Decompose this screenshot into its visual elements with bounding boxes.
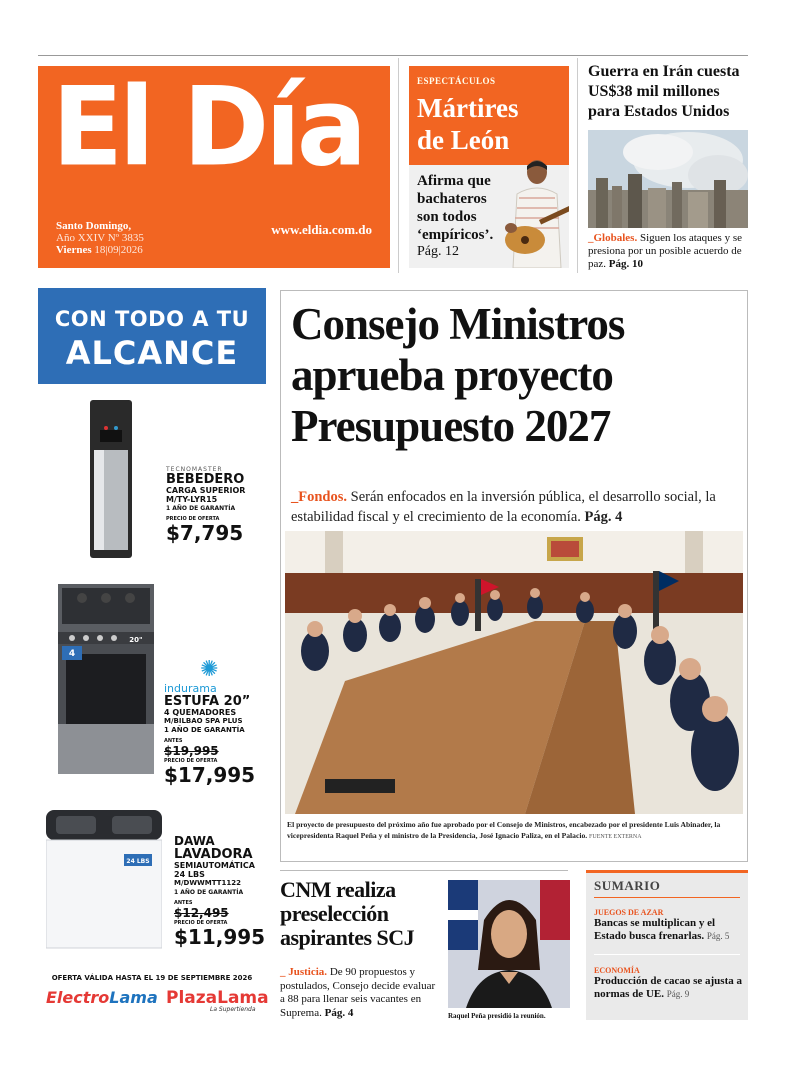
ad-banner-line2: ALCANCE (65, 334, 239, 372)
indurama-logo-icon: ✺ (200, 656, 219, 681)
website-link[interactable]: www.eldia.com.do (271, 222, 372, 237)
teaser-kicker: ESPECTÁCULOS (417, 76, 496, 86)
price: $7,795 (166, 521, 244, 545)
product-lavadora: DAWA LAVADORA SEMIAUTOMÁTICA 24 LBS M/DWWMTT1122 1 AÑO DE GARANTÍA ANTES $12,495 PRECIO DE OFERTA $11,995 (174, 834, 266, 949)
electrolama-logo[interactable]: ElectroLama (46, 988, 158, 1007)
advertisement[interactable] (38, 288, 269, 1028)
sumario-item-text: Bancas se multiplican y el Estado busca frenarlas. Pág. 5 (594, 917, 730, 942)
old-price: $12,495 (174, 906, 229, 920)
raquel-pena-photo (448, 880, 570, 1008)
cnm-kicker: _ Justicia. (280, 966, 328, 978)
lead-deck: _Fondos. Serán enfocados en la inversión pública, el desarrollo social, la estabilidad fiscal y el crecimiento de la economía. Pág. 4 (291, 489, 716, 525)
price: $17,995 (164, 763, 256, 787)
iran-kicker: _Globales. (588, 232, 638, 244)
sumario-item[interactable] (594, 966, 742, 1001)
cnm-photo-caption: Raquel Peña presidió la reunión. (448, 1012, 546, 1020)
sumario-bar (586, 870, 748, 873)
guitarist-photo (495, 154, 569, 268)
plazalama-tagline: La Supertienda (210, 1006, 256, 1013)
iran-headline[interactable]: Guerra en Irán cuesta US$38 mil millones para Estados Unidos (588, 63, 740, 120)
water-dispenser-image (86, 400, 136, 560)
masthead (38, 62, 390, 268)
size-badge: 20" (129, 636, 143, 644)
price: $11,995 (174, 925, 266, 949)
teaser-title: Mártires de León (417, 93, 519, 155)
sumario-title: SUMARIO (594, 878, 661, 893)
sumario-item-text: Producción de cacao se ajusta a normas de UE. Pág. 9 (594, 975, 742, 1000)
ad-banner (38, 288, 266, 384)
cnm-page: Pág. 4 (324, 1006, 354, 1019)
offer-validity: OFERTA VÁLIDA HASTA EL 19 DE SEPTIEMBRE 2026 (51, 974, 253, 982)
lead-photo-caption: El proyecto de presupuesto del próximo año fue aprobado por el Consejo de Ministros, encabezado por el presidente Luis Abinader, la vicepresidenta Raquel Peña y el ministro de la Presidencia, José Ignacio Paliza, en el Palacio. FUENTE EXTERNA (287, 820, 721, 840)
lead-story (280, 290, 748, 862)
newspaper-logo[interactable]: El Día (52, 62, 364, 191)
cnm-headline[interactable]: CNM realiza preselección aspirantes SCJ (280, 877, 415, 950)
date: 18|09|2026 (94, 244, 143, 256)
date-day: Viernes (56, 244, 92, 256)
sumario-item-kicker: JUEGOS DE AZAR (594, 908, 664, 917)
divider (577, 58, 578, 273)
burner-badge: 4 (68, 649, 76, 659)
sumario-rule (594, 897, 740, 898)
divider (398, 58, 399, 273)
sumario-box (586, 870, 748, 1020)
photo-source: FUENTE EXTERNA (589, 834, 642, 840)
product-estufa: indurama ESTUFA 20” 4 QUEMADORES M/BILBAO SPA PLUS 1 AÑO DE GARANTÍA ANTES $19,995 PRECIO DE OFERTA $17,995 (164, 682, 264, 786)
lead-kicker: _Fondos. (291, 489, 348, 505)
top-rule (38, 55, 748, 56)
divider (280, 870, 568, 871)
iran-page: Pág. 10 (608, 258, 643, 270)
espectaculos-teaser[interactable] (409, 66, 569, 268)
washing-machine-image (46, 810, 162, 950)
teaser-page: Pág. 12 (417, 244, 459, 259)
teaser-subtitle: Afirma que bachateros son todos ‘empíricos’. (417, 173, 494, 243)
city-smoke-photo (588, 130, 748, 228)
lead-headline[interactable]: Consejo Ministros aprueba proyecto Presupuesto 2027 (291, 299, 625, 451)
sumario-item-kicker: ECONOMÍA (594, 966, 640, 975)
masthead-info (56, 220, 144, 256)
stove-image (58, 584, 154, 778)
edition: Año XXIV Nº 3835 (56, 232, 144, 244)
lead-page: Pág. 4 (584, 509, 623, 525)
ad-banner-line1: CON TODO A TU (54, 307, 250, 331)
cabinet-meeting-photo (285, 531, 743, 814)
plazalama-logo[interactable]: PlazaLama (166, 988, 269, 1008)
iran-summary: _Globales. Siguen los ataques y se presiona por un posible acuerdo de paz. Pág. 10 (588, 232, 742, 270)
product-bebedero: TECNOMASTER BEBEDERO CARGA SUPERIOR M/TY-LYR15 1 AÑO DE GARANTÍA PRECIO DE OFERTA $7,795 (166, 466, 262, 544)
sumario-item[interactable] (594, 908, 742, 943)
old-price: $19,995 (164, 744, 219, 758)
capacity-badge: 24 LBS (126, 858, 150, 865)
city: Santo Domingo, (56, 220, 132, 232)
cnm-summary: _ Justicia. De 90 propuestos y postulados, Consejo decide evaluar a 88 para llenar seis vacantes en Suprema. Pág. 4 (280, 966, 436, 1019)
divider (594, 954, 740, 955)
